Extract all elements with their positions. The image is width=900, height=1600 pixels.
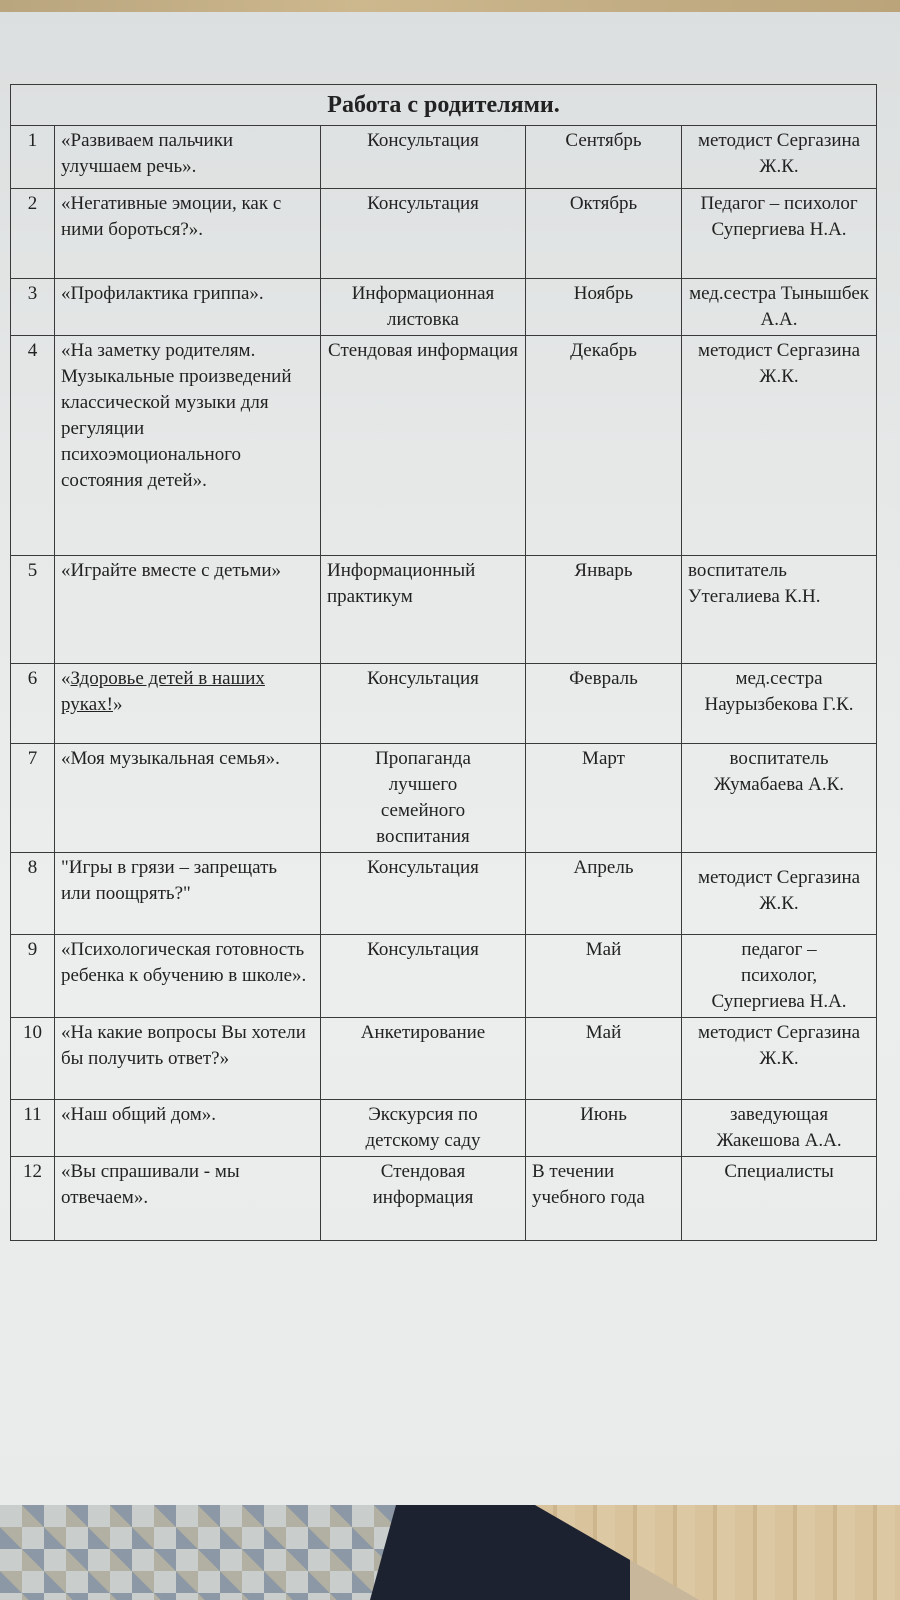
row-number: 2: [11, 189, 55, 279]
table-row: [11, 744, 877, 853]
row-topic: «Вы спрашивали - мы отвечаем».: [55, 1157, 321, 1241]
row-number: 1: [11, 126, 55, 189]
row-month: Ноябрь: [526, 279, 682, 336]
row-responsible: заведующая Жакешова А.А.: [682, 1100, 877, 1157]
table-row: [11, 189, 877, 279]
row-responsible: методист Сергазина Ж.К.: [682, 336, 877, 556]
row-responsible: воспитатель Жумабаева А.К.: [682, 744, 877, 853]
table-row: [11, 279, 877, 336]
row-month: Июнь: [526, 1100, 682, 1157]
row-month: Декабрь: [526, 336, 682, 556]
row-number: 6: [11, 664, 55, 744]
row-number: 11: [11, 1100, 55, 1157]
row-month: Сентябрь: [526, 126, 682, 189]
row-responsible: мед.сестра Наурызбекова Г.К.: [682, 664, 877, 744]
table-row: [11, 336, 877, 556]
table-row: [11, 1157, 877, 1241]
parents-work-table: [10, 84, 877, 1241]
table-row: [11, 1100, 877, 1157]
row-form: Консультация: [321, 853, 526, 935]
row-topic: «Развиваем пальчики улучшаем речь».: [55, 126, 321, 189]
row-responsible: методист Сергазина Ж.К.: [682, 1018, 877, 1100]
row-form: Анкетирование: [321, 1018, 526, 1100]
row-topic: «Моя музыкальная семья».: [55, 744, 321, 853]
row-form: Информационный практикум: [321, 556, 526, 664]
row-form: Консультация: [321, 664, 526, 744]
row-month: Май: [526, 935, 682, 1018]
row-number: 10: [11, 1018, 55, 1100]
row-form: Стендовая информация: [321, 1157, 526, 1241]
row-number: 7: [11, 744, 55, 853]
table-row: [11, 556, 877, 664]
topic-quote-open: «: [61, 668, 71, 689]
row-responsible: Специалисты: [682, 1157, 877, 1241]
row-number: 4: [11, 336, 55, 556]
row-form: Информационная листовка: [321, 279, 526, 336]
row-topic: "Игры в грязи – запрещать или поощрять?": [55, 853, 321, 935]
row-month: Март: [526, 744, 682, 853]
row-responsible: методист Сергазина Ж.К.: [682, 853, 877, 935]
row-month: Январь: [526, 556, 682, 664]
row-month: Апрель: [526, 853, 682, 935]
table-row: [11, 1018, 877, 1100]
table-row: [11, 935, 877, 1018]
row-month: Май: [526, 1018, 682, 1100]
row-form: Консультация: [321, 935, 526, 1018]
row-responsible: Педагог – психолог Супергиева Н.А.: [682, 189, 877, 279]
row-topic: «Наш общий дом».: [55, 1100, 321, 1157]
row-form: Консультация: [321, 189, 526, 279]
row-topic: «Профилактика гриппа».: [55, 279, 321, 336]
row-topic: «Негативные эмоции, как с ними бороться?».: [55, 189, 321, 279]
row-responsible: методист Сергазина Ж.К.: [682, 126, 877, 189]
row-form: Консультация: [321, 126, 526, 189]
topic-quote-close: »: [112, 694, 123, 715]
topic-underlined-text: Здоровье детей в наших руках!: [61, 668, 265, 715]
row-month: Февраль: [526, 664, 682, 744]
page-title: Работа с родителями.: [11, 85, 877, 126]
row-topic: [55, 664, 321, 744]
floor-background: [0, 1505, 900, 1600]
row-topic: «На заметку родителям. Музыкальные произведений классической музыки для регуляции психоэмоционального состояния детей».: [55, 336, 321, 556]
row-number: 9: [11, 935, 55, 1018]
row-month: В течении учебного года: [526, 1157, 682, 1241]
row-number: 3: [11, 279, 55, 336]
table-row: [11, 126, 877, 189]
row-month: Октябрь: [526, 189, 682, 279]
table-row: [11, 664, 877, 744]
row-form: Экскурсия по детскому саду: [321, 1100, 526, 1157]
row-number: 5: [11, 556, 55, 664]
row-responsible: мед.сестра Тынышбек А.А.: [682, 279, 877, 336]
row-form: Стендовая информация: [321, 336, 526, 556]
tiled-floor: [0, 1505, 420, 1600]
row-topic: «Психологическая готовность ребенка к обучению в школе».: [55, 935, 321, 1018]
row-topic: «На какие вопросы Вы хотели бы получить ответ?»: [55, 1018, 321, 1100]
row-number: 12: [11, 1157, 55, 1241]
table-title-row: [11, 85, 877, 126]
row-topic: «Играйте вместе с детьми»: [55, 556, 321, 664]
row-number: 8: [11, 853, 55, 935]
row-responsible: педагог – психолог, Супергиева Н.А.: [682, 935, 877, 1018]
row-form: Пропаганда лучшего семейного воспитания: [321, 744, 526, 853]
table-row: [11, 853, 877, 935]
row-responsible: воспитатель Утегалиева К.Н.: [682, 556, 877, 664]
